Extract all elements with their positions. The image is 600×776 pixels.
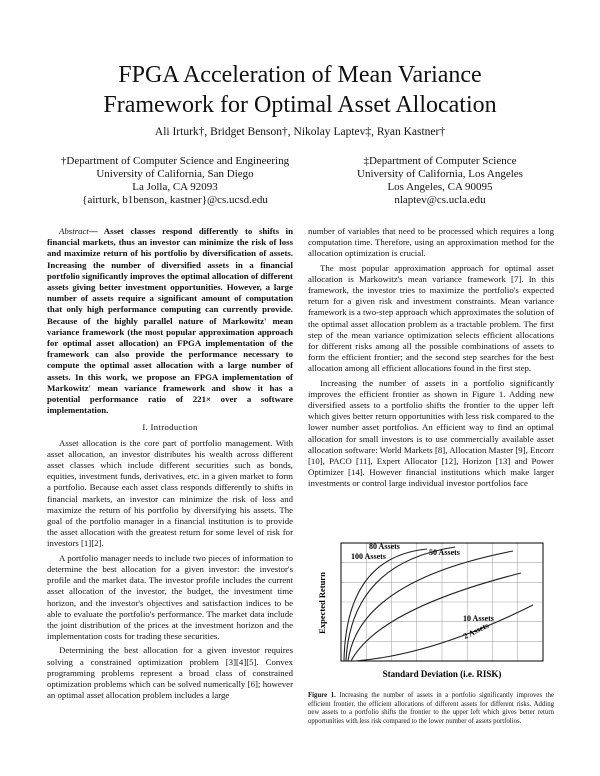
y-axis-label: Expected Return — [317, 572, 327, 634]
affiliation-ucla — [310, 155, 570, 207]
abstract — [47, 226, 293, 416]
frontier-chart — [315, 535, 553, 683]
title-line-1: FPGA Acceleration of Mean Variance — [118, 62, 482, 88]
left-column — [47, 226, 293, 704]
series-label: 2 Assets — [461, 620, 491, 641]
caption-text: Increasing the number of assets in a portfolio significantly improves the efficient frontier, the efficient allocations of different assets for different risks. Adding new assets to a portfolio shifts the frontier to the upper left which gives better return opportunities with less risk compared to the lower number of assets portfolios. — [308, 692, 554, 725]
figure-caption — [308, 692, 554, 726]
affil-line: University of California, Los Angeles — [357, 168, 523, 180]
series-label: 50 Assets — [429, 548, 460, 557]
paper-title — [0, 60, 600, 120]
series-label: 10 Assets — [463, 614, 494, 623]
affiliation-ucsd — [45, 155, 305, 207]
affil-line: University of California, San Diego — [96, 168, 254, 180]
frontier-line — [344, 549, 427, 661]
section-heading: I. Introduction — [142, 422, 198, 433]
frontier-line — [348, 551, 513, 661]
x-axis-label: Standard Deviation (i.e. RISK) — [382, 669, 502, 679]
paragraph: Determining the best allocation for a given investor requires solving a constrained optimization problem [3][4][5]. Convex programming problems represent a broad class of constrained optimization problems which can be solved numerically [6]; however an optimal asset allocation problem includes a large — [47, 645, 293, 701]
series-label: 80 Assets — [369, 542, 400, 551]
series-labels — [351, 542, 494, 641]
caption-label: Figure 1. — [308, 692, 336, 699]
affil-email: nlaptev@cs.ucla.edu — [394, 194, 486, 206]
affil-line: †Department of Computer Science and Engineering — [60, 155, 290, 167]
series-label: 100 Assets — [351, 552, 386, 561]
figure-efficient-frontier — [315, 535, 553, 683]
affil-line: Los Angeles, CA 90095 — [387, 181, 493, 193]
paragraph: number of variables that need to be processed which requires a long computation time. Therefore, using an approximation method for the allocation optimization is crucial. — [308, 226, 554, 259]
title-line-2: Framework for Optimal Asset Allocation — [103, 92, 497, 118]
affil-line: ‡Department of Computer Science — [363, 155, 517, 167]
abstract-text: — Asset classes respond differently to shifts in financial markets, thus an investor can minimize the risk of loss and maximize return of his portfolio by diversification of assets. Increasing the number of diversified assets in a financial portfolio significantly improves the optimal allocation of different assets giving better investment opportunities. However, a large number of assets require a significant amount of computation that only high performance computing can currently provide. Because of the highly parallel nature of Markowitz' mean variance framework (the most popular approximation approach for optimal asset allocation) an FPGA implementation of the framework can also provide the performance necessary to compute the optimal asset allocation with a large number of assets. In this work, we propose an FPGA implementation of Markowitz' mean variance framework and show it has a potential performance ratio of 221× over a software implementation. — [47, 226, 293, 416]
paragraph: Asset allocation is the core part of portfolio management. With asset allocation, an investor distributes his wealth across different asset classes which include different securities such as bonds, equities, investment funds, derivatives, etc. in a given market to form a portfolio. Because each asset class responds differently to shifts in financial markets, an investor can minimize the risk of loss and maximize the return of his portfolio by diversifying his assets. The goal of the portfolio manager in a financial institution is to provide the asset allocation with the greatest return for some level of risk for investors [1][2]. — [47, 437, 293, 549]
affil-email: {airturk, b1benson, kastner}@cs.ucsd.edu — [82, 194, 268, 206]
affil-line: La Jolla, CA 92093 — [132, 181, 218, 193]
author-list: Ali Irturk†, Bridget Benson†, Nikolay Laptev‡, Ryan Kastner† — [154, 126, 446, 138]
abstract-label: Abstract — [59, 226, 89, 236]
frontier-line — [355, 605, 533, 661]
frontier-line — [351, 573, 521, 661]
paragraph: A portfolio manager needs to include two pieces of information to determine the best allocation for a given investor: the investor's profile and the market data. The investor profile includes the current asset allocation of the investor, the budget, the investment time horizon, and the investor's objectives and satisfaction indices to be able to evaluate the portfolio's performance. The market data include the joint distribution of the prices at the investment horizon and the implementation costs for trading these securities. — [47, 552, 293, 642]
frontier-curves — [344, 547, 533, 661]
right-column — [308, 226, 554, 493]
paragraph: Increasing the number of assets in a portfolio significantly improves the efficient frontier as shown in Figure 1. Adding new diversified assets to a portfolio shifts the frontier to the upper left which gives better return opportunities with less risk compared to the lower number asset portfolios. An efficient way to find an optimal allocation for small investors is to use commercially available asset allocation software: World Markets [8], Allocation Master [9], Encorr [10], PACO [11], Expert Allocator [12], Horizon [13] and Power Optimizer [14]. However financial institutions which make larger investments or control large individual investor portfolios face — [308, 377, 554, 489]
paragraph: The most popular approximation approach for optimal asset allocation is Markowitz's mean variance framework [7]. In this framework, the investor tries to maximize the portfolio's expected return for a given risk and investment constraints. Mean variance framework is a two-step approach which approximates the solution of the optimal asset allocation problem as a tractable problem. The first step of the mean variance optimization selects efficient allocations for different risks among all the possible combinations of assets to form the efficient frontier; and the second step searches for the best allocation among all efficient allocations found in the first step. — [308, 262, 554, 374]
